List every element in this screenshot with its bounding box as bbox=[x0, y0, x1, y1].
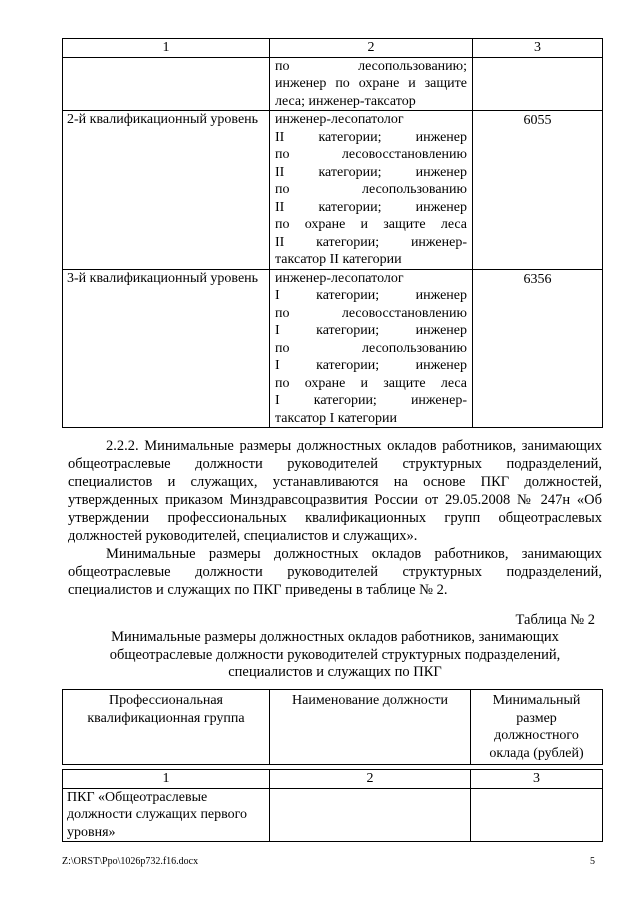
table-row bbox=[63, 788, 603, 842]
position-line: инженер по охране и защите bbox=[275, 76, 467, 91]
column-header-position: Наименование должности bbox=[270, 690, 471, 765]
table-row bbox=[63, 269, 603, 428]
paragraph-2-2-2: 2.2.2. Минимальные размеры должностных окладов работников, занимающих общеотраслевые должности руководителей структурных подразделений, специалистов и служащих, устанавливаются на основе ПКГ должностей, утвержденных приказом Минздравсоцразвития России от 29.05.2008 № 247н «Об утверждении профессиональных квалификационных групп общеотраслевых должностей руководителей, специалистов и служащих». bbox=[68, 438, 602, 544]
qualification-table-continued bbox=[62, 38, 603, 428]
position-line: таксатор I категории bbox=[275, 410, 397, 426]
column-header-group: Профессиональная квалификационная группа bbox=[63, 690, 270, 765]
col-number-1: 1 bbox=[63, 39, 270, 58]
position-line: по лесовосстановлению bbox=[275, 305, 467, 321]
position-line: II категории; инженер bbox=[275, 129, 467, 145]
salary-cell bbox=[473, 57, 603, 111]
level-cell: 3-й квалификационный уровень bbox=[63, 269, 270, 428]
position-line: по лесопользованию; bbox=[275, 58, 467, 74]
table-caption: Минимальные размеры должностных окладов работников, занимающих общеотраслевые должности руководителей структурных подразделений, специалистов и служащих по ПКГ bbox=[109, 629, 561, 680]
salary-cell bbox=[471, 788, 603, 842]
salary-cell: 6055 bbox=[473, 111, 603, 270]
position-line: леса; инженер-таксатор bbox=[275, 93, 416, 109]
positions-cell bbox=[270, 111, 473, 270]
positions-cell bbox=[270, 57, 473, 111]
position-line: по лесовосстановлению bbox=[275, 147, 467, 162]
col-number-1: 1 bbox=[63, 770, 270, 789]
level-cell: 2-й квалификационный уровень bbox=[63, 111, 270, 270]
position-line: по лесопользованию bbox=[275, 182, 467, 197]
position-line: инженер-лесопатолог bbox=[275, 270, 404, 286]
position-line: по лесопользованию bbox=[275, 340, 467, 356]
salary-table-2 bbox=[62, 689, 603, 842]
group-cell: ПКГ «Общеотраслевые должности служащих первого уровня» bbox=[63, 788, 270, 842]
position-line: II категории; инженер- bbox=[275, 234, 467, 250]
col-number-2: 2 bbox=[270, 770, 471, 789]
position-line: II категории; инженер bbox=[275, 199, 467, 215]
footer-file-path: Z:\ORST\Ppo\1026p732.f16.docx bbox=[62, 856, 199, 867]
position-line: по охране и защите леса bbox=[275, 375, 467, 391]
col-number-3: 3 bbox=[473, 39, 603, 58]
column-header-salary: Минимальный размер должностного оклада (рублей) bbox=[471, 690, 603, 765]
paragraph-table-reference: Минимальные размеры должностных окладов работников, занимающих общеотраслевые должности руководителей структурных подразделений, специалистов и служащих по ПКГ приведены в таблице № 2. bbox=[68, 546, 602, 598]
salary-cell: 6356 bbox=[473, 269, 603, 428]
table-header-row bbox=[63, 39, 603, 58]
positions-cell bbox=[270, 269, 473, 428]
position-line: I категории; инженер- bbox=[275, 393, 467, 408]
table-row bbox=[63, 57, 603, 111]
col-number-3: 3 bbox=[471, 770, 603, 789]
body-text bbox=[68, 437, 602, 599]
table-header-row bbox=[63, 690, 603, 765]
position-line: I категории; инженер bbox=[275, 323, 467, 338]
position-line: по охране и защите леса bbox=[275, 217, 467, 232]
table-number-label: Таблица № 2 bbox=[515, 612, 595, 628]
col-number-2: 2 bbox=[270, 39, 473, 58]
level-cell bbox=[63, 57, 270, 111]
table-row bbox=[63, 111, 603, 270]
position-line: I категории; инженер bbox=[275, 358, 467, 373]
position-line: II категории; инженер bbox=[275, 164, 467, 180]
position-line: инженер-лесопатолог bbox=[275, 112, 404, 127]
position-line: таксатор II категории bbox=[275, 252, 402, 267]
table-number-row bbox=[63, 770, 603, 789]
position-line: I категории; инженер bbox=[275, 288, 467, 303]
page-number: 5 bbox=[590, 856, 595, 867]
position-cell bbox=[270, 788, 471, 842]
